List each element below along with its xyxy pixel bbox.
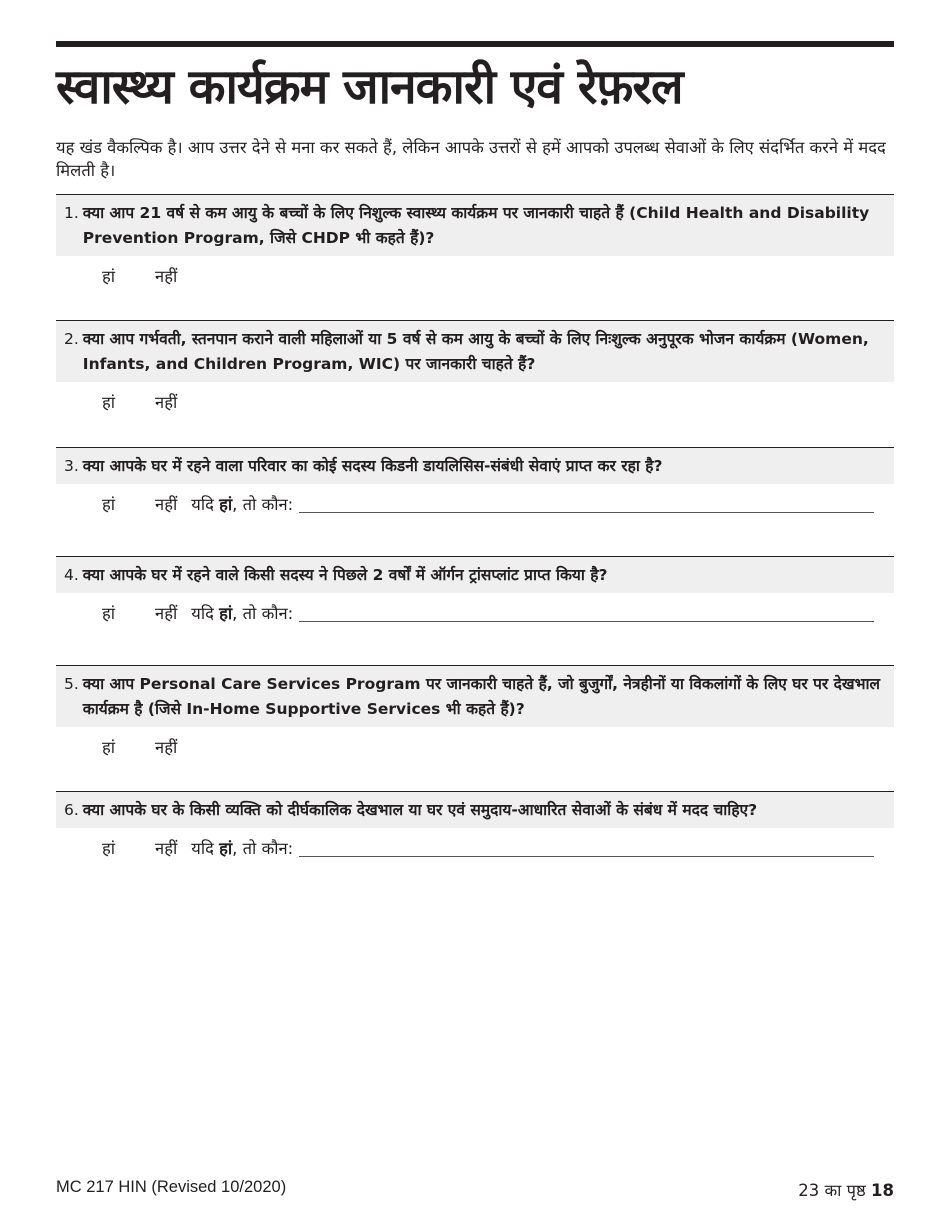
question-text: क्या आप Personal Care Services Program पर जानकारी चाहते हैं, जो बुजुर्गों, नेत्रहीनों या विकलांगों के लिए घर पर देखभाल कार्यक्रम है (जिसे In-Home Supportive Services भी कहते हैं)? [82, 675, 880, 718]
no-option[interactable]: नहीं [155, 393, 178, 412]
if-yes-label: यदि हां, तो कौन: [191, 495, 294, 514]
no-option[interactable]: नहीं [155, 738, 178, 757]
question-text: क्या आप 21 वर्ष से कम आयु के बच्चों के लिए निशुल्क स्वास्थ्य कार्यक्रम पर जानकारी चाहते हैं (Child Health and Disability Prevention Program, जिसे CHDP भी कहते हैं)? [82, 204, 870, 247]
yes-option[interactable]: हां [102, 738, 116, 757]
who-input-line[interactable] [299, 620, 874, 622]
no-option[interactable]: नहीं [155, 267, 178, 286]
question-number: 5. [64, 675, 79, 693]
question-number: 4. [64, 566, 79, 584]
question-number: 2. [64, 330, 79, 348]
yes-option[interactable]: हां [102, 839, 116, 858]
question-text: क्या आप गर्भवती, स्तनपान कराने वाली महिलाओं या 5 वर्ष से कम आयु के बच्चों के लिए निःशुल्क अनुपूरक भोजन कार्यक्रम (Women, Infants, and Children Program, WIC) पर जानकारी चाहते हैं? [82, 330, 869, 373]
top-rule [56, 41, 894, 47]
question-text: क्या आपके घर में रहने वाला परिवार का कोई सदस्य किडनी डायलिसिस-संबंधी सेवाएं प्राप्त कर रहा है? [82, 457, 663, 475]
question-2 [56, 320, 894, 414]
yes-option[interactable]: हां [102, 604, 116, 623]
question-4 [56, 556, 894, 625]
no-option[interactable]: नहीं [155, 604, 178, 623]
if-yes-label: यदि हां, तो कौन: [191, 839, 294, 858]
question-text: क्या आपके घर में रहने वाले किसी सदस्य ने पिछले 2 वर्षों में ऑर्गन ट्रांसप्लांट प्राप्त किया है? [82, 566, 608, 584]
yes-option[interactable]: हां [102, 393, 116, 412]
yes-option[interactable]: हां [102, 267, 116, 286]
question-5 [56, 665, 894, 759]
intro-text: यह खंड वैकल्पिक है। आप उत्तर देने से मना कर सकते हैं, लेकिन आपके उत्तरों से हमें आपको उपलब्ध सेवाओं के लिए संदर्भित करने में मदद मिलती है। [56, 138, 886, 180]
if-yes-label: यदि हां, तो कौन: [191, 604, 294, 623]
form-id: MC 217 HIN (Revised 10/2020) [56, 1178, 287, 1196]
question-1 [56, 194, 894, 288]
question-number: 3. [64, 457, 79, 475]
question-6 [56, 791, 894, 860]
page-title: स्वास्थ्य कार्यक्रम जानकारी एवं रेफ़रल [56, 59, 683, 115]
question-3 [56, 447, 894, 516]
page-number: 23 का पृष्ठ 18 [798, 1181, 894, 1200]
question-text: क्या आपके घर के किसी व्यक्ति को दीर्घकालिक देखभाल या घर एवं समुदाय-आधारित सेवाओं के संबंध में मदद चाहिए? [82, 801, 758, 819]
yes-option[interactable]: हां [102, 495, 116, 514]
no-option[interactable]: नहीं [155, 495, 178, 514]
who-input-line[interactable] [299, 511, 874, 513]
who-input-line[interactable] [299, 855, 874, 857]
question-number: 1. [64, 204, 79, 222]
question-number: 6. [64, 801, 79, 819]
no-option[interactable]: नहीं [155, 839, 178, 858]
